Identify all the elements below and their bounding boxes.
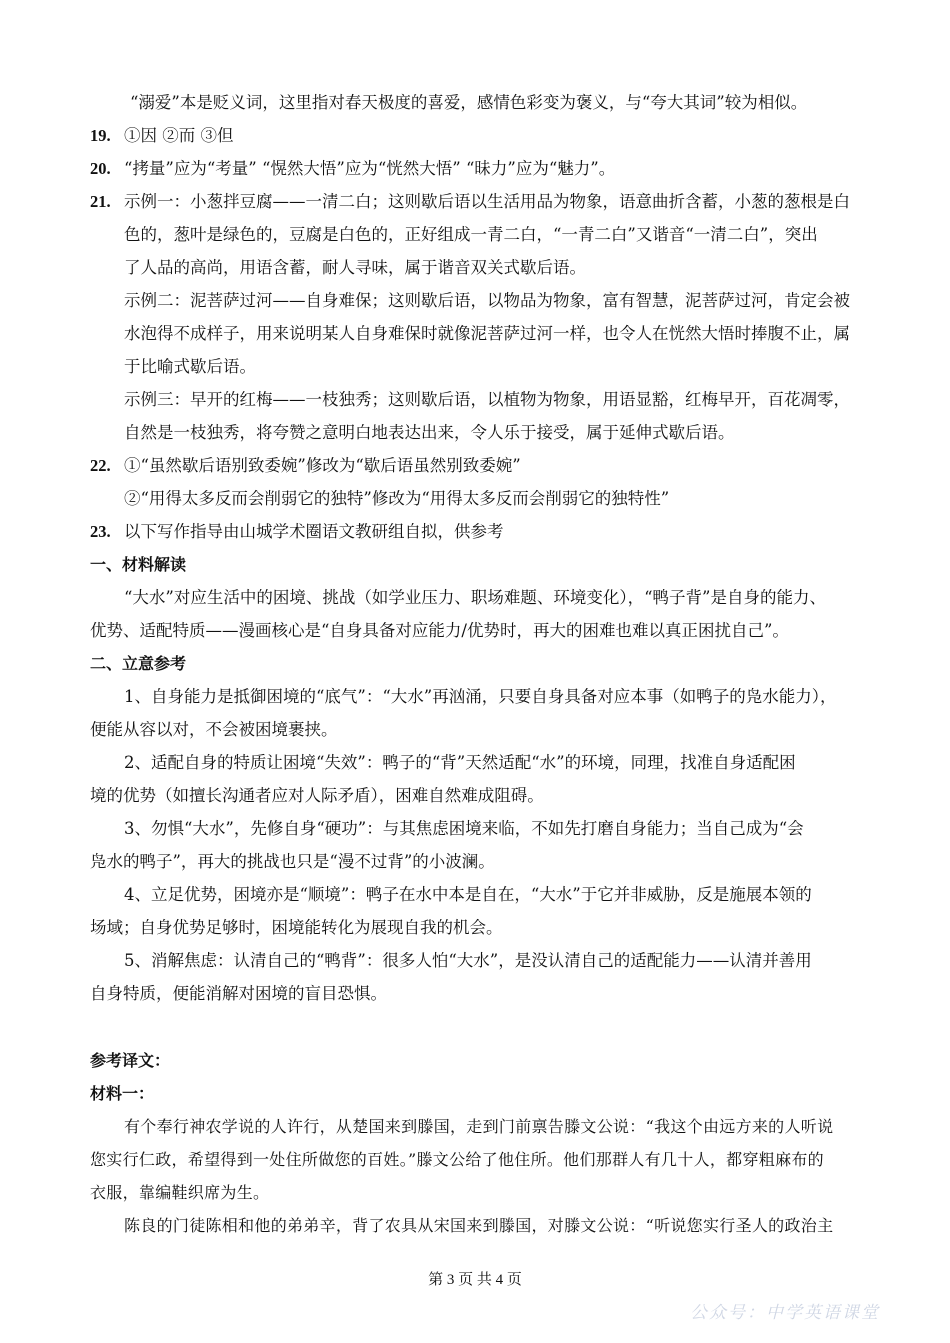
section-heading: 二、立意参考 bbox=[90, 654, 187, 673]
section-heading: 参考译文： bbox=[90, 1051, 171, 1070]
paragraph-line: 3、勿惧“大水”，先修自身“硬功”：与其焦虑困境来临，不如先打磨自身能力；当自己成为“会 bbox=[124, 819, 804, 838]
paragraph-line: 2、适配自身的特质让困境“失效”：鸭子的“背”天然适配“水”的环境，同理，找准自身适配困 bbox=[124, 753, 796, 772]
paragraph-line: 1、自身能力是抵御困境的“底气”：“大水”再汹涌，只要自身具备对应本事（如鸭子的凫水能力）， bbox=[124, 687, 837, 706]
translation-line: 有个奉行神农学说的人许行，从楚国来到滕国，走到门前禀告滕文公说：“我这个由远方来的人听说 bbox=[124, 1117, 834, 1136]
paragraph-line: “大水”对应生活中的困境、挑战（如学业压力、职场难题、环境变化），“鸭子背”是自身的能力、 bbox=[124, 588, 826, 607]
paragraph-line: 4、立足优势，困境亦是“顺境”：鸭子在水中本是自在，“大水”于它并非威胁，反是施展本领的 bbox=[124, 885, 812, 904]
text-line: “溺爱”本是贬义词，这里指对春天极度的喜爱，感情色彩变为褒义，与“夸大其词”较为相似。 bbox=[130, 93, 808, 112]
answer-text: 于比喻式歇后语。 bbox=[124, 357, 256, 376]
question-number: 20. bbox=[90, 159, 111, 178]
watermark: 公众号：中学英语课堂 bbox=[690, 1303, 880, 1323]
answer-text: ②“用得太多反而会削弱它的独特”修改为“用得太多反而会削弱它的独特性” bbox=[124, 489, 670, 508]
answer-text: 色的，葱叶是绿色的，豆腐是白色的，正好组成一青二白，“一青二白”又谐音“一清二白”，突出 bbox=[124, 225, 818, 244]
answer-text: ①因 ②而 ③但 bbox=[124, 126, 234, 145]
answer-text: 水泡得不成样子，用来说明某人自身难保时就像泥菩萨过河一样，也令人在恍然大悟时捧腹不止，属 bbox=[124, 324, 850, 343]
paragraph-line: 场域；自身优势足够时，困境能转化为展现自我的机会。 bbox=[90, 918, 503, 937]
section-heading: 材料一： bbox=[90, 1084, 155, 1103]
section-heading: 一、材料解读 bbox=[90, 555, 187, 574]
answer-text: 示例三：早开的红梅——一枝独秀；这则歇后语，以植物为物象，用语显豁，红梅早开，百花凋零， bbox=[124, 390, 850, 409]
paragraph-line: 5、消解焦虑：认清自己的“鸭背”：很多人怕“大水”，是没认清自己的适配能力——认清并善用 bbox=[124, 951, 812, 970]
answer-text: 自然是一枝独秀，将夸赞之意明白地表达出来，令人乐于接受，属于延伸式歇后语。 bbox=[124, 423, 735, 442]
answer-text: ①“虽然歇后语别致委婉”修改为“歇后语虽然别致委婉” bbox=[124, 456, 521, 475]
paragraph-line: 境的优势（如擅长沟通者应对人际矛盾），困难自然难成阻碍。 bbox=[90, 786, 544, 805]
paragraph-line: 自身特质，便能消解对困境的盲目恐惧。 bbox=[90, 984, 387, 1003]
answer-text: 示例一：小葱拌豆腐——一清二白；这则歇后语以生活用品为物象，语意曲折含蓄，小葱的葱根是白 bbox=[124, 192, 850, 211]
answer-text: 以下写作指导由山城学术圈语文教研组自拟，供参考 bbox=[124, 522, 504, 541]
question-number: 23. bbox=[90, 522, 111, 541]
question-number: 22. bbox=[90, 456, 111, 475]
answer-text: 了人品的高尚，用语含蓄，耐人寻味，属于谐音双关式歇后语。 bbox=[124, 258, 586, 277]
paragraph-line: 凫水的鸭子”，再大的挑战也只是“漫不过背”的小波澜。 bbox=[90, 852, 495, 871]
page-number: 第 3 页 共 4 页 bbox=[428, 1272, 522, 1288]
translation-line: 衣服，靠编鞋织席为生。 bbox=[90, 1183, 270, 1202]
translation-line: 陈良的门徒陈相和他的弟弟辛，背了农具从宋国来到滕国，对滕文公说：“听说您实行圣人的政治主 bbox=[124, 1216, 834, 1235]
paragraph-line: 优势、适配特质——漫画核心是“自身具备对应能力/优势时，再大的困难也难以真正困扰自己”。 bbox=[90, 621, 789, 640]
answer-text: 示例二：泥菩萨过河——自身难保；这则歇后语，以物品为物象，富有智慧，泥菩萨过河，肯定会被 bbox=[124, 291, 850, 310]
paragraph-line: 便能从容以对，不会被困境裹挟。 bbox=[90, 720, 338, 739]
question-number: 21. bbox=[90, 192, 111, 211]
question-number: 19. bbox=[90, 126, 111, 145]
answer-text: “拷量”应为“考量” “愰然大悟”应为“恍然大悟” “昧力”应为“魅力”。 bbox=[124, 159, 616, 178]
translation-line: 您实行仁政，希望得到一处住所做您的百姓。”滕文公给了他住所。他们那群人有几十人，都穿粗麻布的 bbox=[90, 1150, 824, 1169]
